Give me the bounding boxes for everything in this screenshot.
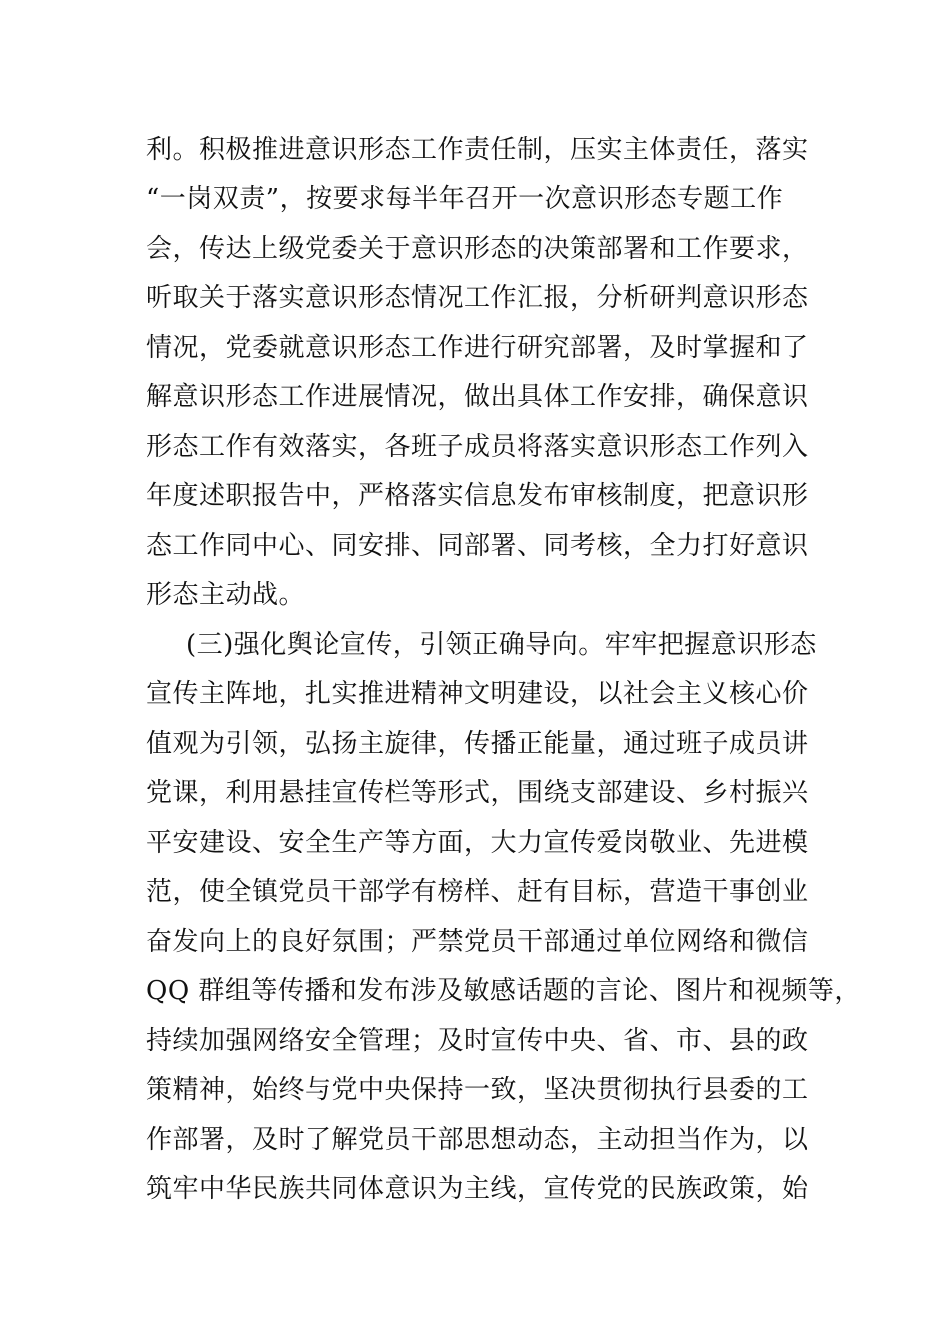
text-line: 策精神，始终与党中央保持一致，坚决贯彻执行县委的工 — [146, 1075, 809, 1105]
text-line: 形态工作有效落实，各班子成员将落实意识形态工作列入 — [146, 432, 809, 462]
text-line: 会，传达上级党委关于意识形态的决策部署和工作要求， — [146, 234, 809, 264]
text-line: 听取关于落实意识形态情况工作汇报，分析研判意识形态 — [146, 283, 809, 313]
text-line: 年度述职报告中，严格落实信息发布审核制度，把意识形 — [146, 481, 809, 511]
text-line: 范，使全镇党员干部学有榜样、赶有目标，营造干事创业 — [146, 877, 809, 907]
text-line: 作部署，及时了解党员干部思想动态，主动担当作为，以 — [146, 1125, 809, 1155]
text-line: 宣传主阵地，扎实推进精神文明建设，以社会主义核心价 — [146, 679, 809, 709]
text-line: 态工作同中心、同安排、同部署、同考核，全力打好意识 — [146, 531, 809, 561]
text-line: 筑牢中华民族共同体意识为主线，宣传党的民族政策，始 — [146, 1174, 809, 1204]
text-line: 形态主动战。 — [146, 580, 306, 610]
text-line: 持续加强网络安全管理；及时宣传中央、省、市、县的政 — [146, 1026, 809, 1056]
text-line: 党课，利用悬挂宣传栏等形式，围绕支部建设、乡村振兴 — [146, 778, 809, 808]
text-line: 平安建设、安全生产等方面，大力宣传爱岗敬业、先进模 — [146, 828, 809, 858]
text-line: 值观为引领，弘扬主旋律，传播正能量，通过班子成员讲 — [146, 729, 809, 759]
paragraph-start-line: (三)强化舆论宣传，引领正确导向。牢牢把握意识形态 — [186, 630, 817, 660]
text-line: 解意识形态工作进展情况，做出具体工作安排，确保意识 — [146, 382, 809, 412]
text-line: QQ 群组等传播和发布涉及敏感话题的言论、图片和视频等， — [146, 976, 861, 1006]
text-line: 情况，党委就意识形态工作进行研究部署，及时掌握和了 — [146, 333, 809, 363]
text-line: “一岗双责”，按要求每半年召开一次意识形态专题工作 — [146, 184, 784, 214]
text-line: 奋发向上的良好氛围；严禁党员干部通过单位网络和微信 — [146, 927, 809, 957]
text-line: 利。积极推进意识形态工作责任制，压实主体责任，落实 — [146, 135, 809, 165]
